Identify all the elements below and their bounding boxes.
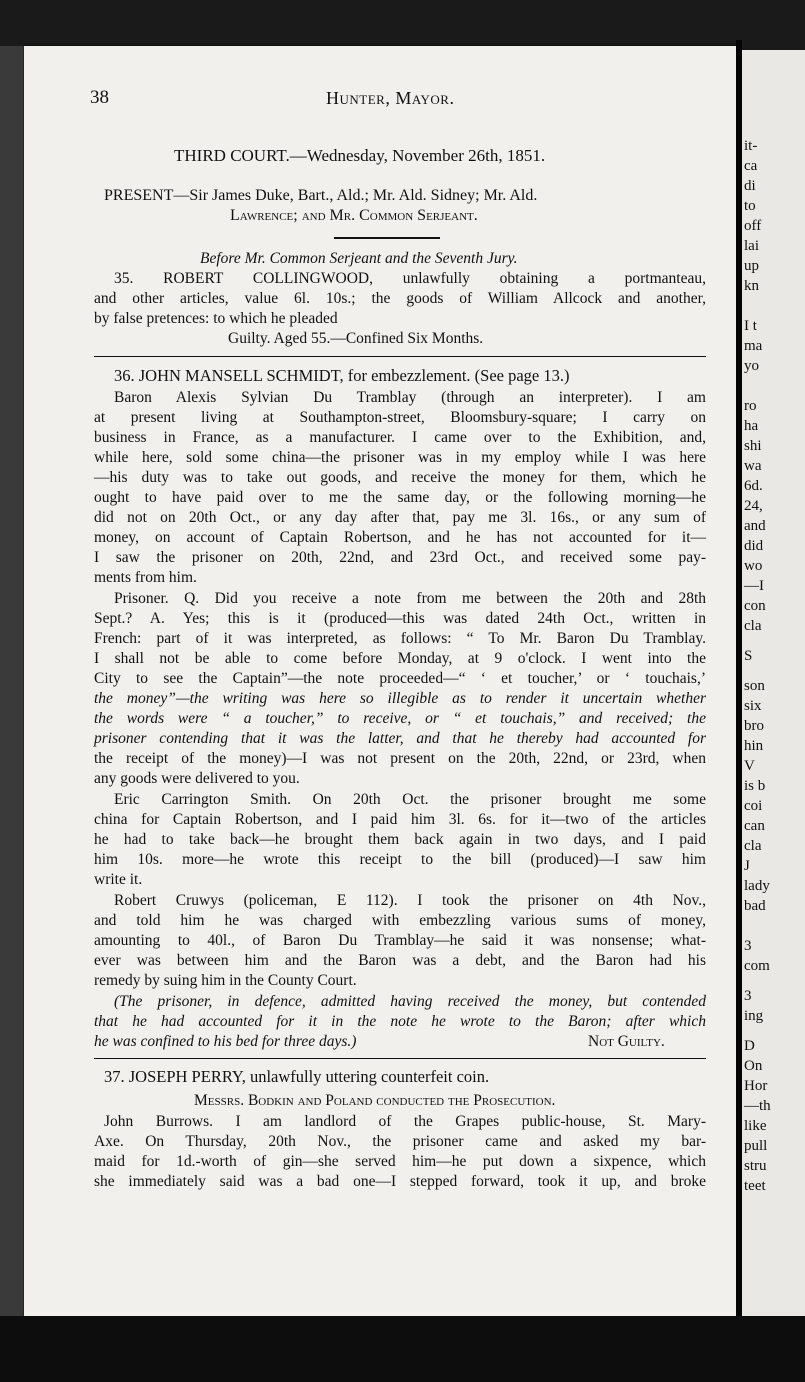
prosecution-line: Messrs. Bodkin and Poland conducted the Prosecution.: [194, 1092, 556, 1109]
facing-page-fragment: ha: [744, 418, 759, 434]
verdict-line: Guilty. Aged 55.—Confined Six Months.: [228, 330, 484, 347]
facing-page-fragment: can: [744, 818, 765, 834]
text-line: by false pretences: to which he pleaded: [94, 310, 338, 327]
facing-page-fragment: ro: [744, 398, 757, 414]
facing-page-fragment: like: [744, 1118, 767, 1134]
text-line: he had to take back—he brought them back again in two days, and I paid: [94, 831, 706, 848]
running-title: Hunter, Mayor.: [326, 88, 455, 108]
text-line: I shall not be able to come before Monday, at 9 o'clock. I went into the: [94, 650, 706, 667]
facing-page-fragment: On: [744, 1058, 763, 1074]
text-line: Prisoner. Q. Did you receive a note from me between the 20th and 28th: [114, 590, 706, 607]
text-line: the money”—the writing was here so illegible as to render it uncertain whether: [94, 690, 706, 707]
facing-page-fragment: it-: [744, 138, 758, 154]
present-line-1: PRESENT—Sir James Duke, Bart., Ald.; Mr. Ald. Sidney; Mr. Ald.: [104, 187, 538, 204]
page-number: 38: [90, 87, 109, 108]
text-line: and told him he was charged with embezzling various sums of money,: [94, 912, 706, 929]
scan-bottom-border: [0, 1316, 805, 1382]
text-line: while here, sold some china—the prisoner was in my employ while I was here: [94, 449, 706, 466]
facing-page-fragment: up: [744, 258, 759, 274]
facing-page-fragment: com: [744, 958, 770, 974]
text-line: that he had accounted for it in the note he wrote to the Baron; after which: [94, 1013, 706, 1030]
text-line: (The prisoner, in defence, admitted having received the money, but contended: [114, 993, 706, 1010]
facing-page-fragment: six: [744, 698, 762, 714]
text-line: Sept.? A. Yes; this is it (produced—this was dated 24th Oct., written in: [94, 610, 706, 627]
verdict-line: Not Guilty.: [588, 1033, 665, 1050]
text-line: Axe. On Thursday, 20th Nov., the prisoner came and asked my bar-: [94, 1133, 706, 1150]
text-line: china for Captain Robertson, and I paid him 3l. 6s. for it—two of the articles: [94, 811, 706, 828]
facing-page-fragment: 3: [744, 988, 752, 1004]
text-line: John Burrows. I am landlord of the Grapes public-house, St. Mary-: [104, 1113, 706, 1130]
facing-page-fragment: 3: [744, 938, 752, 954]
text-line: did not on 20th Oct., or any day after that, pay me 3l. 16s., or any sum of: [94, 509, 706, 526]
facing-page-fragment: yo: [744, 358, 759, 374]
facing-page-edge: [742, 50, 805, 1320]
text-line: French: part of it was interpreted, as follows: “ To Mr. Baron Du Tramblay.: [94, 630, 706, 647]
facing-page-fragment: I t: [744, 318, 757, 334]
text-line: —his duty was to take out goods, and receive the money for them, which he: [94, 469, 706, 486]
facing-page-fragment: 6d.: [744, 478, 763, 494]
text-line: City to see the Captain”—the note proceeded—“ ‘ et toucher,’ or ‘ touchais,’: [94, 670, 706, 687]
facing-page-fragment: shi: [744, 438, 762, 454]
text-line: ever was between him and the Baron was a debt, and the Baron had his: [94, 952, 706, 969]
facing-page-fragment: 24,: [744, 498, 763, 514]
case-heading: 36. JOHN MANSELL SCHMIDT, for embezzlement. (See page 13.): [114, 366, 570, 385]
case-heading: 37. JOSEPH PERRY, unlawfully uttering counterfeit coin.: [104, 1067, 490, 1086]
text-line: Robert Cruwys (policeman, E 112). I took the prisoner on 4th Nov.,: [114, 892, 706, 909]
text-line: amounting to 40l., of Baron Du Tramblay—he said it was nonsense; what-: [94, 932, 706, 949]
facing-page-fragment: —th: [744, 1098, 771, 1114]
facing-page-fragment: is b: [744, 778, 766, 794]
before-line: Before Mr. Common Serjeant and the Seventh Jury.: [200, 250, 518, 267]
facing-page-fragment: con: [744, 598, 766, 614]
text-line: and other articles, value 6l. 10s.; the goods of William Allcock and another,: [94, 290, 706, 307]
text-line: he was confined to his bed for three days.): [94, 1033, 357, 1050]
text-line: 35. ROBERT COLLINGWOOD, unlawfully obtaining a portmanteau,: [114, 270, 706, 287]
facing-page-fragment: J: [744, 858, 750, 874]
facing-page-fragment: wa: [744, 458, 762, 474]
facing-page-fragment: teet: [744, 1178, 766, 1194]
text-line: the receipt of the money)—I was not present on the 20th, 22nd, or 23rd, when: [94, 750, 706, 767]
separator-rule: [94, 356, 706, 357]
facing-page-fragment: cla: [744, 618, 762, 634]
separator-rule: [94, 1058, 706, 1059]
text-line: maid for 1d.-worth of gin—she served him—he put down a sixpence, which: [94, 1153, 706, 1170]
text-line: write it.: [94, 871, 143, 888]
text-line: the words were “ a toucher,” to receive, or “ et touchais,” and received; the: [94, 710, 706, 727]
text-line: any goods were delivered to you.: [94, 770, 300, 787]
left-page-edge: [0, 46, 24, 1316]
text-line: Eric Carrington Smith. On 20th Oct. the prisoner brought me some: [114, 791, 706, 808]
facing-page-fragment: ma: [744, 338, 763, 354]
facing-page-fragment: ca: [744, 158, 758, 174]
facing-page-fragment: —I: [744, 578, 764, 594]
text-line: prisoner contending that it was the latter, and that he thereby had accounted for: [94, 730, 706, 747]
facing-page-fragment: did: [744, 538, 764, 554]
facing-page-fragment: and: [744, 518, 766, 534]
facing-page-fragment: D: [744, 1038, 755, 1054]
facing-page-fragment: pull: [744, 1138, 768, 1154]
facing-page-fragment: bro: [744, 718, 764, 734]
text-line: money, on account of Captain Robertson, and he has not accounted for it—: [94, 529, 706, 546]
facing-page-fragment: wo: [744, 558, 763, 574]
facing-page-fragment: hin: [744, 738, 764, 754]
text-line: business in France, as a manufacturer. I came over to the Exhibition, and,: [94, 429, 706, 446]
facing-page-fragment: di: [744, 178, 756, 194]
facing-page-fragment: off: [744, 218, 762, 234]
present-line-2: Lawrence; and Mr. Common Serjeant.: [230, 207, 478, 224]
facing-page-fragment: V: [744, 758, 755, 774]
short-rule: [334, 237, 440, 239]
facing-page-fragment: bad: [744, 898, 766, 914]
text-line: ments from him.: [94, 569, 197, 586]
text-line: remedy by suing him in the County Court.: [94, 972, 357, 989]
text-line: ought to have paid over to me the same day, or the following morning—he: [94, 489, 706, 506]
text-line: Baron Alexis Sylvian Du Tramblay (through an interpreter). I am: [114, 389, 706, 406]
facing-page-fragment: stru: [744, 1158, 767, 1174]
facing-page-fragment: ing: [744, 1008, 764, 1024]
facing-page-fragment: kn: [744, 278, 759, 294]
facing-page-fragment: coi: [744, 798, 763, 814]
facing-page-fragment: lai: [744, 238, 759, 254]
book-page: [24, 46, 736, 1316]
text-line: I saw the prisoner on 20th, 22nd, and 23rd Oct., and received some pay-: [94, 549, 706, 566]
facing-page-fragment: son: [744, 678, 765, 694]
facing-page-fragment: lady: [744, 878, 770, 894]
text-line: she immediately said was a bad one—I stepped forward, took it up, and broke: [94, 1173, 706, 1190]
text-line: at present living at Southampton-street, Bloomsbury-square; I carry on: [94, 409, 706, 426]
facing-page-fragment: S: [744, 648, 753, 664]
facing-page-fragment: to: [744, 198, 756, 214]
text-line: him 10s. more—he wrote this receipt to the bill (produced)—I saw him: [94, 851, 706, 868]
facing-page-fragment: Hor: [744, 1078, 768, 1094]
court-title: THIRD COURT.—Wednesday, November 26th, 1851.: [174, 146, 546, 165]
facing-page-fragment: cla: [744, 838, 762, 854]
